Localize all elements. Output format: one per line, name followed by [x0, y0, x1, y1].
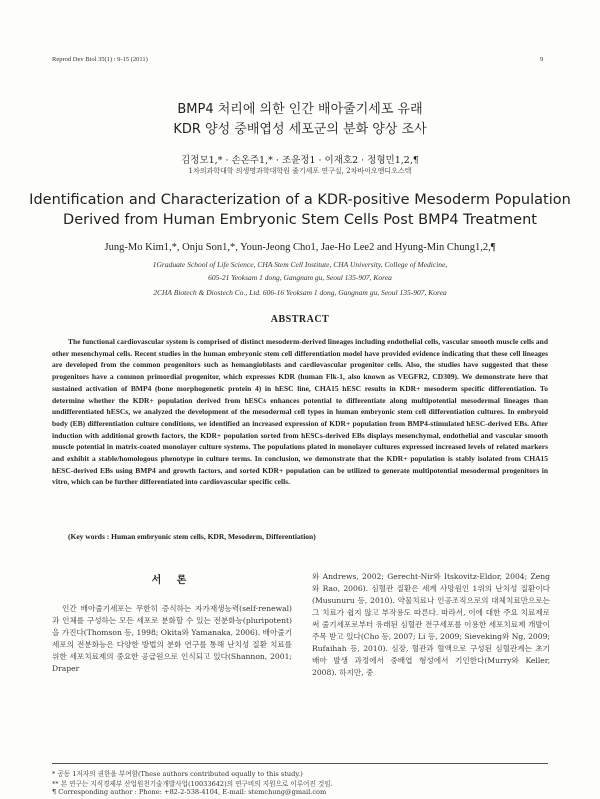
english-title-line2: Derived from Human Embryonic Stem Cells Post BMP4 Treatment: [63, 212, 537, 228]
abstract-body: The functional cardiovascular system is comprised of distinct mesoderm-derived lineages including endothelial cells, vascular smooth muscle cells and other mesenchymal cells. Recent studies in the human embryonic stem cell differentiation model have provided evidence indicating that these cell lineages are developed from the common progenitors such as hemangioblasts and cardiovascular progenitor cells. Also, the studies have suggested that these progenitors have a common primordial progenitor, which expresses KDR (human Flk-1, also known as VEGFR2, CD309). We demonstrate here that sustained activation of BMP4 (bone morphogenetic protein 4) in hESC line, CHA15 hESC results in KDR+ mesoderm specific differentiation. To determine whether the KDR+ population derived from hESCs enhances potential to differentiate along multipotential mesodermal lineages than undifferentiated hESCs, we analyzed the development of the mesodermal cell types in human embryonic stem cell differentiation cultures. In embryoid body (EB) differentiation culture conditions, we identified an increased expression of KDR+ population from BMP4-stimulated hESC-derived EBs. After induction with additional growth factors, the KDR+ population sorted from hESCs-derived EBs displays mesenchymal, endothelial and vascular smooth muscle potential in matrix-coated monolayer culture systems. The populations plated in monolayer cultures expressed increased levels of related markers and exhibit a stable/homologous phenotype in culture terms. In conclusion, we demonstrate that the KDR+ population is stably isolated from CHA15 hESC-derived EBs using BMP4 and growth factors, and sorted KDR+ population can be utilized to generate multipotential mesodermal progenitors in vitro, which can be further differentiated into cardiovascular specific cells.: [52, 337, 548, 487]
intro-right-column: 와 Andrews, 2002; Gerecht-Nir와 Itskovitz-Eldor, 2004; Zeng와 Rao, 2006). 심혈관 질환은 세계 사망원인 1위의 난치성 질환이다(Musunuru 등, 2010). 약물치료나 인공조직으로의 대체치료만으로는 그 치료가 쉽지 않고 부작용도 따른다. 따라서, 이에 대한 주요 치료제로써 줄기세포로부터 유래된 심혈관 전구세포를 이용한 세포치료제 개발이 주목 받고 있다(Cho 등, 2007; Li 등, 2009; Sieveking와 Ng, 2009; Rufaihah 등, 2010). 심장, 혈관과 혈액으로 구성된 심혈관계는 초기 배아 발생 과정에서 중배엽 형성에서 기인한다(Murry와 Keller, 2008). 하지만, 중: [312, 572, 550, 677]
intro-heading: 서 론: [151, 575, 193, 586]
footnote-divider: [52, 763, 548, 764]
english-affiliation-1a: 1Graduate School of Life Science, CHA Stem Cell Institute, CHA University, College of Medicine,: [152, 260, 448, 269]
keywords: (Key words : Human embryonic stem cells, KDR, Mesoderm, Differentiation): [68, 532, 316, 541]
korean-affiliations: 1차의과학대학 의생명과학대학원 줄기세포 연구실, 2차바이오앤디오스텍: [188, 167, 412, 175]
english-affiliation-2: 2CHA Biotech & Diostech Co., Ltd. 606-16 Yeoksam 1 dong, Gangnam gu, Seoul 135-907, Korea: [153, 288, 447, 297]
english-affiliation-1b: 605-21 Yeoksam 1 dong, Gangnam gu, Seoul 135-907, Korea: [208, 273, 392, 282]
abstract-heading: ABSTRACT: [270, 314, 330, 325]
english-authors: Jung-Mo Kim1,*, Onju Son1,*, Youn-Jeong Cho1, Jae-Ho Lee2 and Hyung-Min Chung1,2,¶: [104, 242, 496, 253]
footnote-corresponding-author: ¶ Corresponding author : Phone: +82-2-538-4104, E-mail: stemchung@gmail.com: [52, 788, 327, 796]
footnote-funding: ** 본 연구는 지식경제부 산업원천기술개발사업(10033642)의 연구비의 지원으로 이루어진 것임.: [52, 780, 333, 788]
english-title-line1: Identification and Characterization of a KDR-positive Mesoderm Population: [29, 192, 571, 208]
korean-title-line2: KDR 양성 중배엽성 세포군의 분화 양상 조사: [173, 122, 427, 137]
korean-authors: 김정모1,* · 손온주1,* · 조윤정1 · 이재호2 · 정형민1,2,¶: [181, 155, 419, 166]
page-number: 9: [540, 56, 544, 63]
footnote-equal-contribution: * 공동 1저자의 권한을 부여함(These authors contributed equally to this study.): [52, 770, 303, 778]
intro-left-column: 인간 배아줄기세포는 무한히 증식하는 자가재생능력(self-renewal)과 인체를 구성하는 모든 세포로 분화할 수 있는 전분화능(pluripotent)을 가진다(Thomson 등, 1998; Okita와 Yamanaka, 2006). 배아줄기세포의 전분화능은 다양한 방법의 분화 연구를 통해 난치성 질환 치료를 위한 세포치료제의 중요한 공급원으로 인식되고 있다(Shannon, 2001; Draper: [52, 604, 292, 673]
journal-citation: Reprod Dev Biol 35(1) : 9-15 (2011): [52, 56, 148, 63]
korean-title-line1: BMP4 처리에 의한 인간 배아줄기세포 유래: [177, 102, 423, 117]
